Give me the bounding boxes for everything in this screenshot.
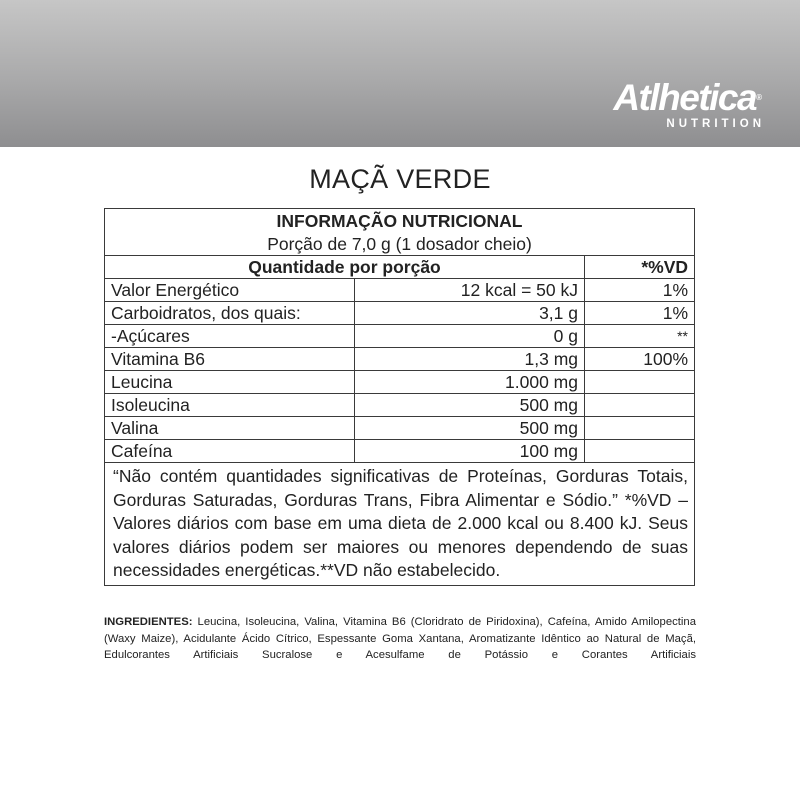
nutrient-vd bbox=[585, 371, 695, 394]
nutrient-name: -Açúcares bbox=[105, 325, 355, 348]
ingredients-label: INGREDIENTES: bbox=[104, 616, 193, 628]
header-banner bbox=[0, 0, 800, 147]
ingredients-list: Leucina, Isoleucina, Valina, Vitamina B6 (Cloridrato de Piridoxina), Cafeína, Amido Amilopectina (Waxy Maize), Acidulante Ácido Cítrico, Espessante Goma Xantana, Aromatizante Idêntico ao Natural de Maçã, Edulcorantes Artificiais Sucralose e Acesulfame de Potássio e Corantes Artificiais bbox=[104, 616, 696, 661]
nutrient-amount: 500 mg bbox=[355, 417, 585, 440]
nutrient-name: Valor Energético bbox=[105, 279, 355, 302]
table-title: INFORMAÇÃO NUTRICIONAL bbox=[105, 209, 695, 234]
note-row bbox=[105, 463, 695, 586]
flavor-title: MAÇÃ VERDE bbox=[309, 164, 491, 194]
table-row bbox=[105, 348, 695, 371]
brand-name: Atlhetica bbox=[613, 77, 757, 118]
nutrient-name: Isoleucina bbox=[105, 394, 355, 417]
registered-mark: ® bbox=[756, 93, 762, 102]
nutrient-name: Cafeína bbox=[105, 440, 355, 463]
brand-subtitle: NUTRITION bbox=[666, 118, 765, 130]
nutrient-vd: 1% bbox=[585, 279, 695, 302]
portion-text: Porção de 7,0 g (1 dosador cheio) bbox=[105, 233, 695, 256]
table-row bbox=[105, 417, 695, 440]
nutrient-name: Vitamina B6 bbox=[105, 348, 355, 371]
nutrient-name: Valina bbox=[105, 417, 355, 440]
table-row bbox=[105, 325, 695, 348]
nutrient-amount: 0 g bbox=[355, 325, 585, 348]
table-row bbox=[105, 371, 695, 394]
nutrition-table bbox=[104, 208, 695, 586]
nutrient-amount: 100 mg bbox=[355, 440, 585, 463]
nutrient-vd bbox=[585, 440, 695, 463]
nutrient-amount: 500 mg bbox=[355, 394, 585, 417]
nutrient-amount: 12 kcal = 50 kJ bbox=[355, 279, 585, 302]
nutrient-vd: 100% bbox=[585, 348, 695, 371]
portion-row bbox=[105, 233, 695, 256]
nutrient-amount: 1,3 mg bbox=[355, 348, 585, 371]
header-row bbox=[105, 256, 695, 279]
table-row bbox=[105, 394, 695, 417]
table-row bbox=[105, 279, 695, 302]
table-row bbox=[105, 440, 695, 463]
nutrient-vd bbox=[585, 417, 695, 440]
table-footnote: “Não contém quantidades significativas de Proteínas, Gorduras Totais, Gorduras Saturadas, Gorduras Trans, Fibra Alimentar e Sódio.” *%VD – Valores diários com base em uma dieta de 2.000 kcal ou 8.400 kJ. Seus valores diários podem ser maiores ou menores dependendo de suas necessidades energéticas.**VD não estabelecido. bbox=[105, 463, 695, 586]
nutrient-vd: 1% bbox=[585, 302, 695, 325]
nutrient-name: Leucina bbox=[105, 371, 355, 394]
table-title-row bbox=[105, 209, 695, 234]
ingredients-text bbox=[104, 614, 696, 664]
nutrient-amount: 1.000 mg bbox=[355, 371, 585, 394]
vd-header: *%VD bbox=[585, 256, 695, 279]
quantity-header: Quantidade por porção bbox=[105, 256, 585, 279]
brand-logo bbox=[592, 77, 765, 136]
table-row bbox=[105, 302, 695, 325]
nutrient-name: Carboidratos, dos quais: bbox=[105, 302, 355, 325]
nutrient-amount: 3,1 g bbox=[355, 302, 585, 325]
nutrient-vd bbox=[585, 394, 695, 417]
nutrient-vd: ** bbox=[585, 325, 695, 348]
